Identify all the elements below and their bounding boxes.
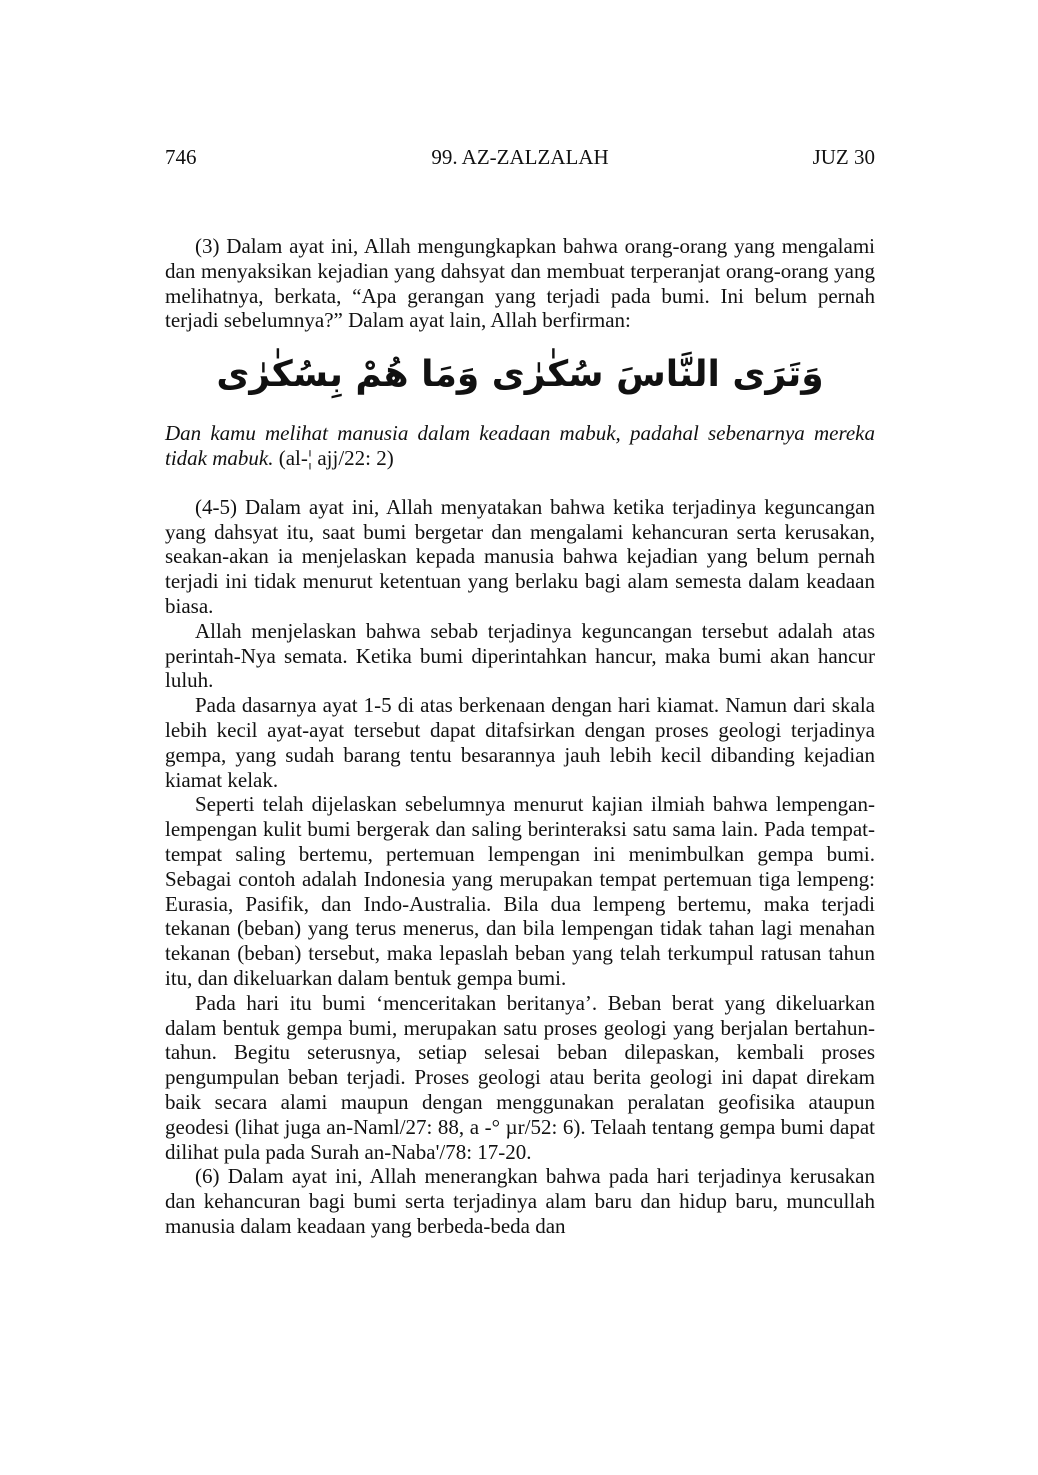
verse-translation	[165, 421, 875, 471]
paragraph-verse-6: (6) Dalam ayat ini, Allah menerangkan bahwa pada hari terjadinya kerusakan dan kehancuran bagi bumi serta terjadinya alam baru dan hidup baru, muncullah manusia dalam keadaan yang berbeda-beda dan	[165, 1164, 875, 1238]
paragraph-news: Pada hari itu bumi ‘menceritakan beritanya’. Beban berat yang dikeluarkan dalam bentuk gempa bumi, merupakan satu proses geologi yang berjalan bertahun-tahun. Begitu seterusnya, setiap selesai beban dilepaskan, kembali proses pengumpulan beban terjadi. Proses geologi atau berita geologi ini dapat direkam baik secara alami maupun dengan menggunakan peralatan geofisika ataupun geodesi (lihat juga an-Naml/27: 88, a -° µr/52: 6). Telaah tentang gempa bumi dapat dilihat pula pada Surah an-Naba'/78: 17-20.	[165, 990, 875, 1164]
surah-title: 99. AZ-ZALZALAH	[431, 145, 609, 169]
page-number: 746	[165, 145, 197, 169]
translation-text: Dan kamu melihat manusia dalam keadaan mabuk, padahal sebenarnya mereka tidak mabuk.	[165, 421, 875, 470]
paragraph-cause: Allah menjelaskan bahwa sebab terjadinya keguncangan tersebut adalah atas perintah-Nya semata. Ketika bumi diperintahkan hancur, maka bumi akan hancur luluh.	[165, 618, 875, 693]
body-text	[165, 234, 875, 1239]
translation-reference: (al-¦ ajj/22: 2)	[273, 445, 394, 470]
paragraph-verse-3: (3) Dalam ayat ini, Allah mengungkapkan bahwa orang-orang yang mengalami dan menyaksikan kejadian yang dahsyat dan membuat terperanjat orang-orang yang melihatnya, berkata, “Apa gerangan yang terjadi pada bumi. Ini belum pernah terjadi sebelumnya?” Dalam ayat lain, Allah berfirman:	[165, 234, 875, 333]
juz-label: JUZ 30	[812, 145, 875, 169]
paragraph-geology: Pada dasarnya ayat 1-5 di atas berkenaan dengan hari kiamat. Namun dari skala lebih kecil ayat-ayat tersebut dapat ditafsirkan dengan proses geologi terjadinya gempa, yang sudah barang tentu besarannya jauh lebih kecil dibanding kejadian kiamat kelak.	[165, 693, 875, 792]
running-header	[165, 145, 875, 175]
paragraph-verse-4-5: (4-5) Dalam ayat ini, Allah menyatakan bahwa ketika terjadinya keguncangan yang dahsyat itu, saat bumi bergetar dan mengalami kehancuran serta kerusakan, seakan-akan ia menjelaskan kepada manusia bahwa kejadian yang belum pernah terjadi ini tidak menurut ketentuan yang berlaku bagi alam semesta dalam keadaan biasa.	[165, 494, 875, 618]
arabic-verse: وَتَرَى النَّاسَ سُكٰرٰى وَمَا هُمْ بِسُكٰرٰى	[216, 354, 824, 396]
paragraph-plates: Seperti telah dijelaskan sebelumnya menurut kajian ilmiah bahwa lempengan-lempengan kulit bumi bergerak dan saling berinteraksi satu sama lain. Pada tempat-tempat saling bertemu, pertemuan lempengan ini menimbulkan gempa bumi. Sebagai contoh adalah Indonesia yang merupakan tempat pertemuan tiga lempeng: Eurasia, Pasifik, dan Indo-Australia. Bila dua lempeng bertemu, maka terjadi tekanan (beban) yang terus menerus, dan bila lempengan tidak tahan lagi menahan tekanan (beban) tersebut, maka lepaslah beban yang telah terkumpul ratusan tahun itu, dan dikeluarkan dalam bentuk gempa bumi.	[165, 792, 875, 990]
